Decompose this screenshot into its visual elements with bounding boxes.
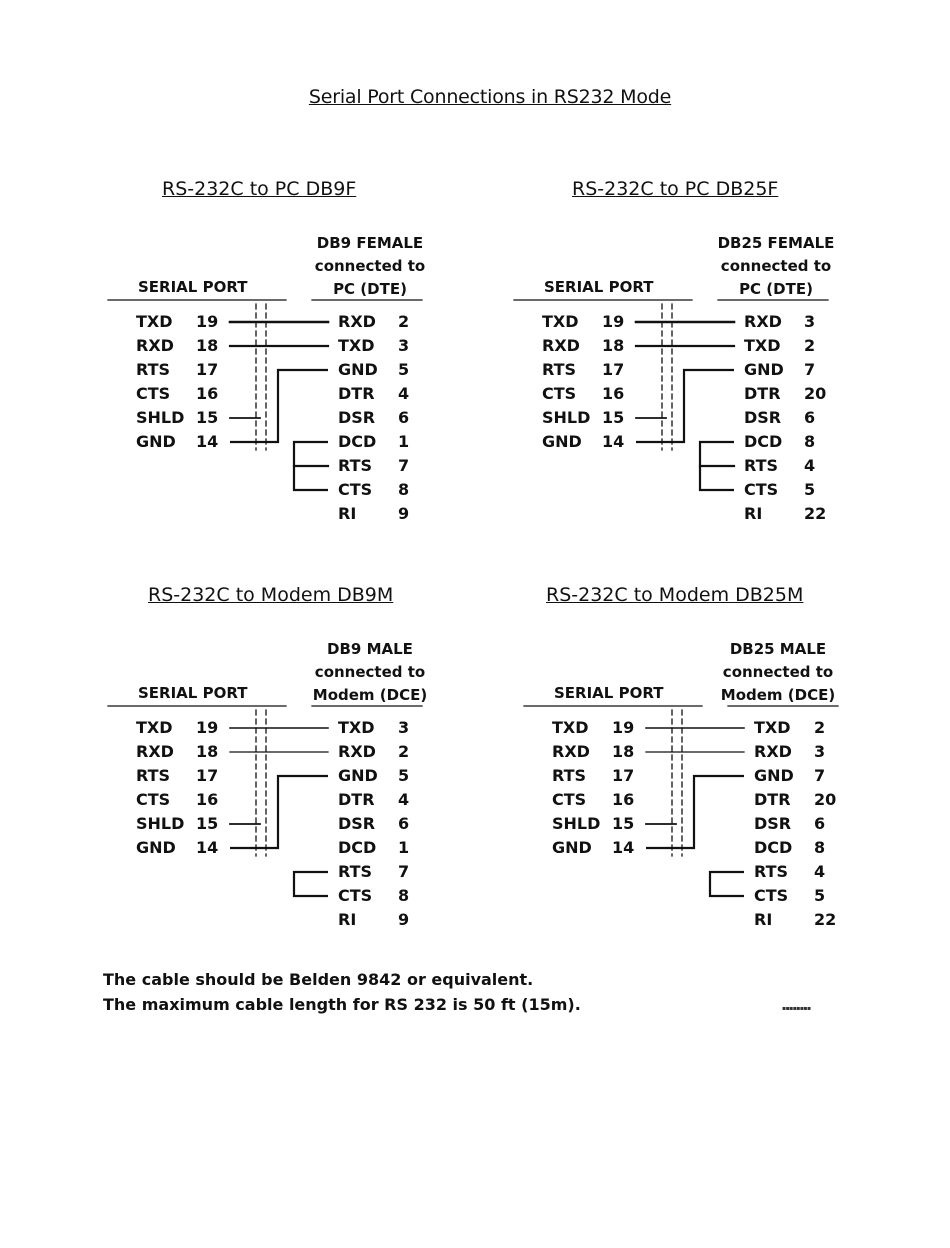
serial-pin-number: 15 [196,814,219,833]
serial-pin-number: 18 [196,742,219,761]
connector-header-line-1: DB25 FEMALE [717,234,835,252]
connector-pin-number: 9 [398,504,410,523]
connector-pin-name: RI [754,910,773,929]
connector-pin-name: RXD [754,742,792,761]
connector-pin-name: DSR [754,814,792,833]
connector-pin-number: 7 [804,360,816,379]
serial-pin-number: 18 [612,742,635,761]
serial-pin-number: 14 [612,838,635,857]
connector-pin-name: RI [338,504,357,523]
serial-pin-number: 18 [196,336,219,355]
connector-pin-name: RI [744,504,763,523]
connector-pin-number: 6 [398,814,410,833]
panel-title: RS-232C to Modem DB25M [546,584,804,606]
connector-pin-number: 22 [804,504,827,523]
connector-pin-name: RTS [338,862,373,881]
connector-pin-number: 22 [814,910,837,929]
serial-pin-number: 19 [196,312,219,331]
connector-pin-name: DTR [744,384,781,403]
serial-pin-name: TXD [136,312,173,331]
connector-pin-number: 1 [398,838,410,857]
connector-header-line-3: PC (DTE) [333,280,407,298]
connector-pin-number: 2 [804,336,816,355]
connector-pin-name: DCD [338,838,377,857]
connector-header-line-3: PC (DTE) [739,280,813,298]
connector-pin-name: RTS [744,456,779,475]
connector-pin-number: 3 [398,336,410,355]
serial-pin-name: RXD [136,742,174,761]
connector-pin-number: 4 [814,862,826,881]
ground-wire-14 [636,370,734,442]
serial-pin-number: 16 [196,384,219,403]
serial-pin-number: 17 [602,360,625,379]
serial-pin-name: RXD [552,742,590,761]
serial-pin-name: RXD [136,336,174,355]
connector-header-line-1: DB25 MALE [729,640,827,658]
serial-pin-number: 16 [602,384,625,403]
serial-pin-name: CTS [136,384,171,403]
connector-pin-number: 5 [804,480,816,499]
connector-pin-number: 2 [814,718,826,737]
serial-pin-name: TXD [136,718,173,737]
connector-pin-name: RXD [338,742,376,761]
connector-pin-number: 5 [814,886,826,905]
serial-pin-name: RTS [542,360,577,379]
connector-pin-name: DCD [744,432,783,451]
connector-pin-number: 20 [804,384,827,403]
footer-cable-note: The cable should be Belden 9842 or equivalent. [103,970,534,989]
panel-title: RS-232C to PC DB9F [162,178,357,200]
serial-pin-name: CTS [542,384,577,403]
serial-pin-name: CTS [552,790,587,809]
connector-pin-number: 1 [398,432,410,451]
connector-pin-name: GND [338,766,378,785]
connector-pin-number: 6 [804,408,816,427]
connector-pin-name: DTR [338,790,375,809]
connector-pin-name: RXD [744,312,782,331]
serial-port-label: SERIAL PORT [554,684,664,702]
serial-pin-number: 14 [196,432,219,451]
connector-pin-number: 4 [398,384,410,403]
serial-pin-name: RTS [136,766,171,785]
connector-pin-number: 6 [814,814,826,833]
connector-pin-number: 7 [398,456,410,475]
connector-header-line-1: DB9 MALE [327,640,413,658]
connector-pin-number: 4 [804,456,816,475]
connector-pin-number: 20 [814,790,837,809]
wiring-panel-pc-db25f [506,178,926,523]
document-code-mark: ▪▪▪▪▪▪▪▪ [782,1005,811,1012]
ground-wire-14 [230,776,328,848]
connector-header-line-3: Modem (DCE) [720,686,836,704]
serial-pin-name: SHLD [552,814,601,833]
ground-wire-14 [230,370,328,442]
serial-pin-name: RXD [542,336,580,355]
connector-pin-number: 6 [398,408,410,427]
connector-pin-number: 3 [814,742,826,761]
connector-pin-number: 2 [398,312,410,331]
page-title: Serial Port Connections in RS232 Mode [308,86,672,108]
serial-pin-name: SHLD [542,408,591,427]
connector-pin-name: GND [754,766,794,785]
connector-pin-number: 5 [398,360,410,379]
connector-pin-number: 8 [398,480,410,499]
connector-pin-number: 4 [398,790,410,809]
serial-pin-number: 17 [196,766,219,785]
serial-pin-number: 19 [196,718,219,737]
panel-title: RS-232C to PC DB25F [572,178,779,200]
connector-pin-name: DSR [338,814,376,833]
connector-pin-name: DSR [338,408,376,427]
connector-pin-name: CTS [338,886,373,905]
connector-pin-name: CTS [338,480,373,499]
connector-header-line-3: Modem (DCE) [312,686,428,704]
serial-pin-number: 17 [196,360,219,379]
connector-pin-name: DTR [338,384,375,403]
connector-pin-name: TXD [754,718,791,737]
connector-header-line-1: DB9 FEMALE [316,234,424,252]
connector-pin-number: 2 [398,742,410,761]
serial-pin-number: 19 [612,718,635,737]
connector-header-line-2: connected to [314,257,426,275]
connector-pin-number: 3 [804,312,816,331]
loopback-jumper-rts-cts [294,872,328,896]
wiring-panel-modem-db9m [100,584,520,929]
ground-wire-14 [646,776,744,848]
serial-pin-name: CTS [136,790,171,809]
connector-pin-name: TXD [338,336,375,355]
connector-pin-name: RTS [338,456,373,475]
connector-pin-name: CTS [744,480,779,499]
connector-pin-name: GND [744,360,784,379]
footer-length-note: The maximum cable length for RS 232 is 50 ft (15m). [103,995,581,1014]
wiring-panel-pc-db9f [100,178,520,523]
panel-title: RS-232C to Modem DB9M [148,584,394,606]
connector-header-line-2: connected to [720,257,832,275]
serial-pin-name: RTS [552,766,587,785]
serial-pin-number: 14 [602,432,625,451]
serial-pin-number: 16 [612,790,635,809]
connector-pin-name: RTS [754,862,789,881]
connector-pin-number: 7 [398,862,410,881]
connector-pin-number: 5 [398,766,410,785]
connector-pin-name: TXD [338,718,375,737]
serial-pin-name: GND [542,432,582,451]
serial-port-label: SERIAL PORT [544,278,654,296]
serial-pin-number: 15 [612,814,635,833]
serial-pin-name: GND [552,838,592,857]
serial-pin-name: TXD [542,312,579,331]
connector-pin-number: 3 [398,718,410,737]
connector-pin-name: DTR [754,790,791,809]
serial-port-label: SERIAL PORT [138,684,248,702]
connector-header-line-2: connected to [722,663,834,681]
connector-pin-number: 8 [814,838,826,857]
connector-pin-number: 8 [398,886,410,905]
connector-pin-name: TXD [744,336,781,355]
serial-pin-number: 14 [196,838,219,857]
connector-pin-name: DCD [754,838,793,857]
serial-pin-number: 15 [602,408,625,427]
connector-pin-number: 9 [398,910,410,929]
connector-pin-name: RI [338,910,357,929]
serial-pin-number: 19 [602,312,625,331]
serial-pin-name: SHLD [136,408,185,427]
connector-pin-number: 8 [804,432,816,451]
serial-pin-number: 15 [196,408,219,427]
serial-pin-name: RTS [136,360,171,379]
serial-pin-name: TXD [552,718,589,737]
serial-pin-number: 18 [602,336,625,355]
connector-pin-name: DCD [338,432,377,451]
serial-pin-name: SHLD [136,814,185,833]
serial-pin-name: GND [136,432,176,451]
connector-pin-name: DSR [744,408,782,427]
connector-pin-name: GND [338,360,378,379]
wiring-panel-modem-db25m [516,584,936,929]
connector-pin-number: 7 [814,766,826,785]
serial-pin-number: 16 [196,790,219,809]
loopback-jumper-rts-cts [710,872,744,896]
connector-pin-name: CTS [754,886,789,905]
serial-pin-name: GND [136,838,176,857]
connector-pin-name: RXD [338,312,376,331]
connector-header-line-2: connected to [314,663,426,681]
serial-pin-number: 17 [612,766,635,785]
serial-port-label: SERIAL PORT [138,278,248,296]
